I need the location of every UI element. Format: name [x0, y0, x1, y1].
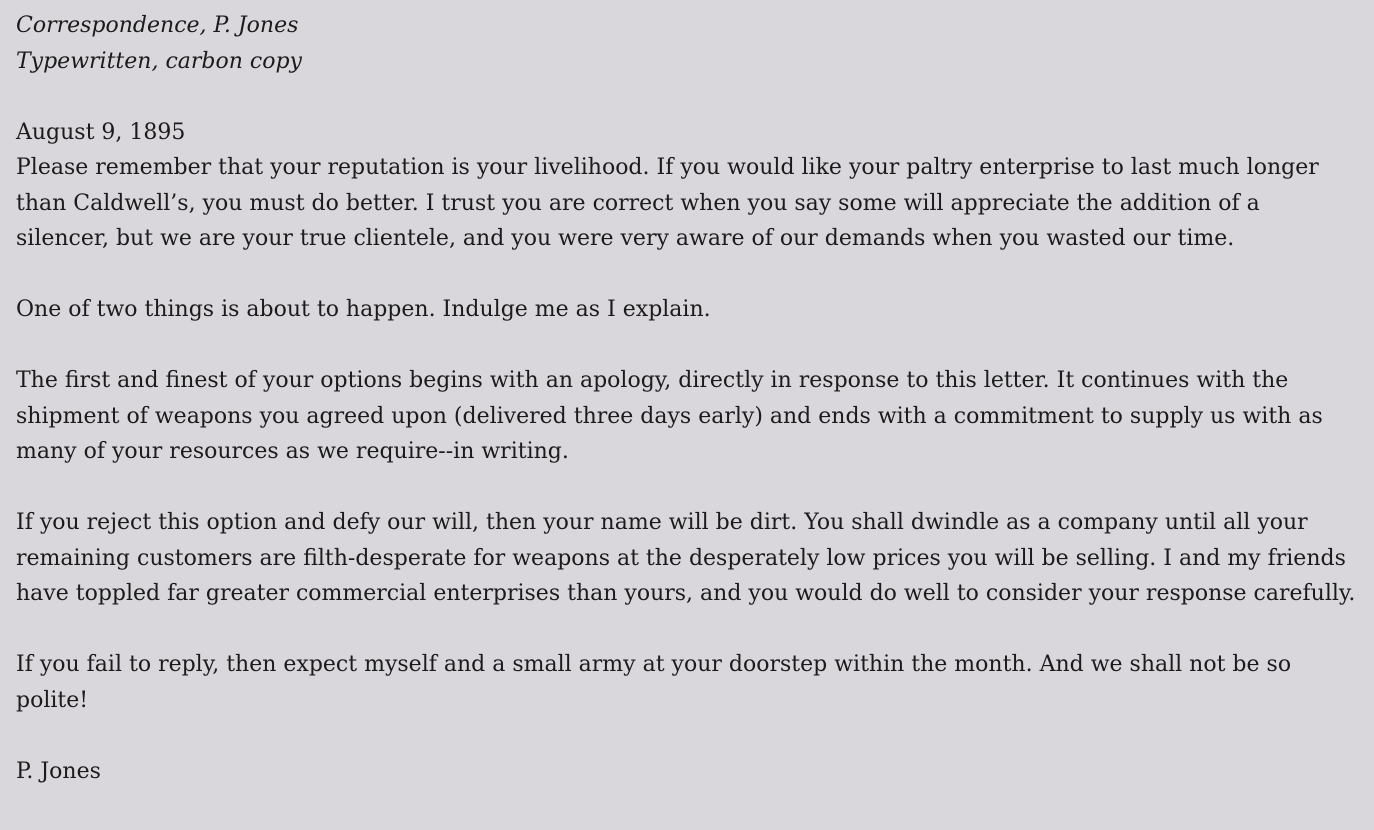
- blank-line: [16, 470, 1358, 506]
- letter-paragraph-4: If you reject this option and defy our will, then your name will be dirt. You shall dwindle as a company until all your remaining customers are filth-desperate for weapons at the desperately low prices you will be selling. I and my friends have toppled far greater commercial enterprises than yours, and you would do well to consider your response carefully.: [16, 510, 1356, 606]
- document-format-note: Typewritten, carbon copy: [16, 48, 302, 74]
- letter-signature: P. Jones: [16, 758, 101, 784]
- blank-line: [16, 612, 1358, 648]
- blank-line: [16, 79, 1358, 115]
- letter-date: August 9, 1895: [16, 119, 186, 145]
- letter-paragraph-2: One of two things is about to happen. Indulge me as I explain.: [16, 297, 711, 322]
- blank-line: [16, 328, 1358, 364]
- blank-line: [16, 257, 1358, 293]
- blank-line: [16, 718, 1358, 754]
- letter-paragraph-1: Please remember that your reputation is your livelihood. If you would like your paltry enterprise to last much longer than Caldwell’s, you must do better. I trust you are correct when you say some will appreciate the addition of a silencer, but we are your true clientele, and you were very aware of our demands when you wasted our time.: [16, 155, 1319, 251]
- letter-paragraph-5: If you fail to reply, then expect myself and a small army at your doorstep within the month. And we shall not be so polite!: [16, 652, 1292, 713]
- document-source-title: Correspondence, P. Jones: [16, 13, 299, 38]
- letter-paragraph-3: The first and finest of your options begins with an apology, directly in response to this letter. It continues with the shipment of weapons you agreed upon (delivered three days early) and ends with a commitment to supply us with as many of your resources as we require--in writing.: [16, 368, 1323, 464]
